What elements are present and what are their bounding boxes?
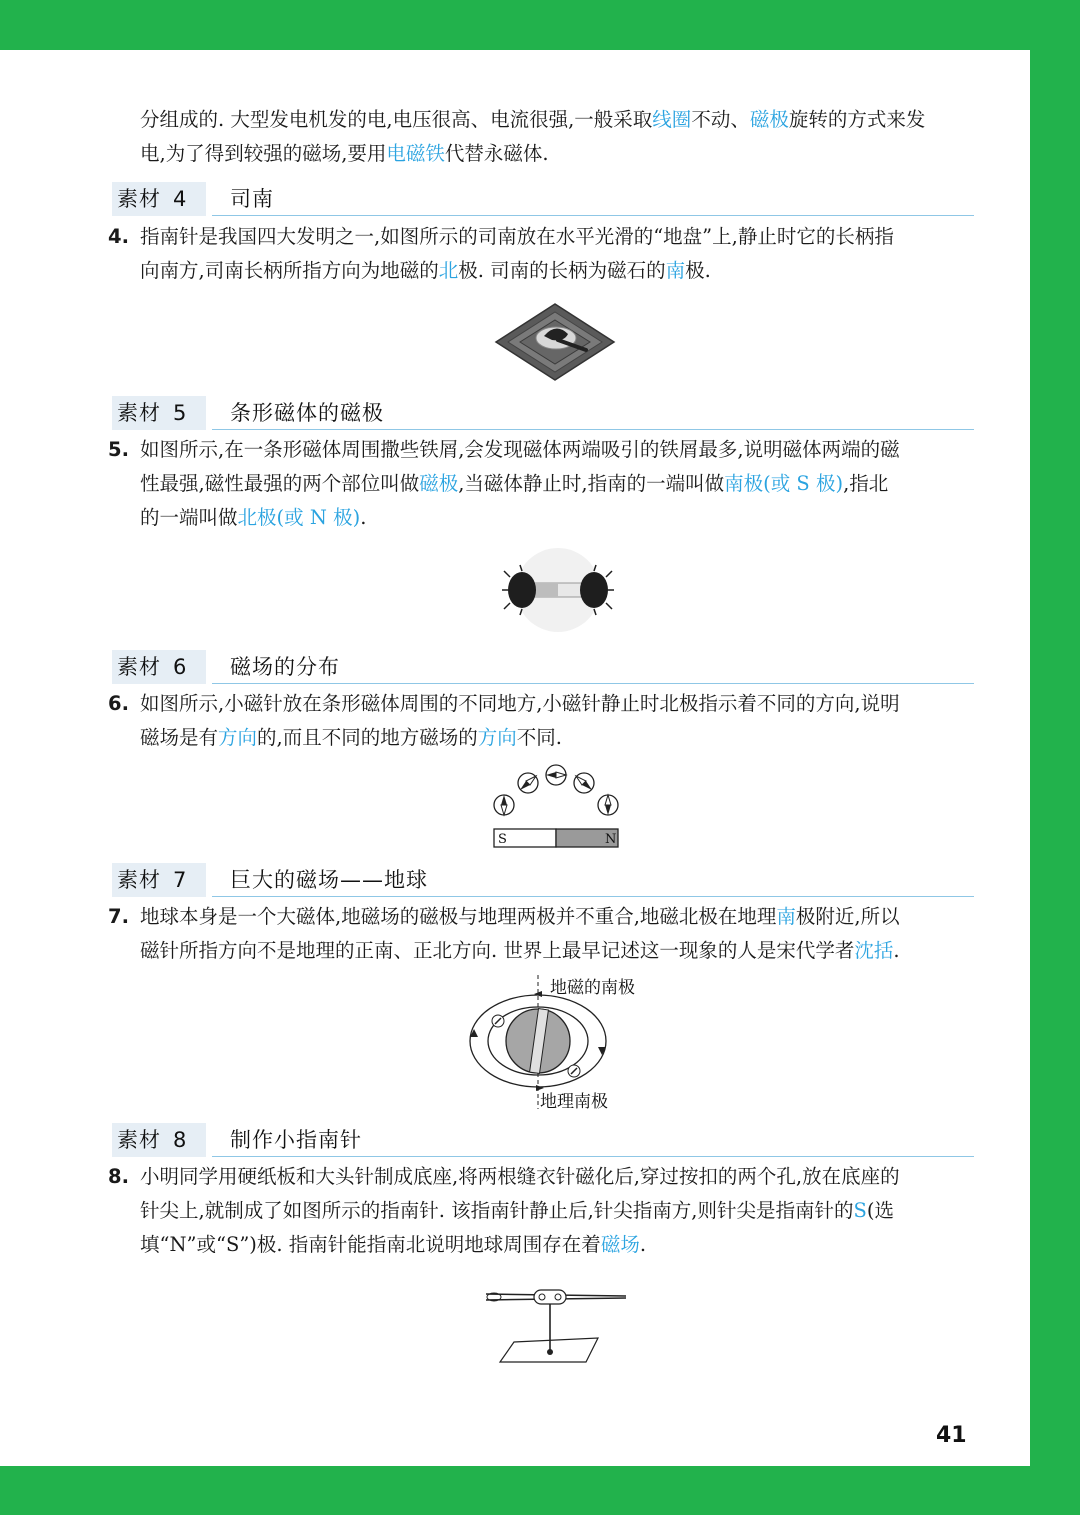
answer-magnetic-pole: 磁极	[419, 472, 459, 495]
sinan-figure	[494, 302, 616, 382]
section-title: 司南	[230, 187, 274, 211]
page-number: 41	[936, 1423, 967, 1448]
answer-north: 北	[438, 259, 459, 282]
intro-line-2: 电,为了得到较强的磁场,要用电磁铁代替永磁体.	[140, 142, 549, 165]
section-tag: 素材 7	[112, 863, 206, 897]
section-header-7	[112, 863, 974, 897]
answer-electromagnet: 电磁铁	[386, 142, 445, 165]
section-header-8	[112, 1123, 974, 1157]
section-header-4	[112, 182, 974, 216]
answer-north-pole: 北极(或 N 极)	[237, 506, 361, 529]
question-number: 6.	[108, 692, 129, 715]
answer-south: 南	[665, 259, 686, 282]
section-rule	[212, 215, 974, 216]
section-title: 磁场的分布	[230, 655, 340, 679]
compass-bar-magnet-figure	[490, 763, 622, 849]
section-title: 条形磁体的磁极	[230, 401, 384, 425]
section-tag: 素材 4	[112, 182, 206, 216]
geomagnetic-south-label: 地磁的南极	[550, 978, 635, 998]
answer-south-pole: 南极(或 S 极)	[724, 472, 844, 495]
section-rule	[212, 1156, 974, 1157]
question-7: 7. 地球本身是一个大磁体,地磁场的磁极与地理两极并不重合,地磁北极在地理南极附近,所以 磁针所指方向不是地理的正南、正北方向. 世界上最早记述这一现象的人是宋代学者沈括.	[140, 900, 980, 968]
section-tag: 素材 6	[112, 650, 206, 684]
question-4: 4. 指南针是我国四大发明之一,如图所示的司南放在水平光滑的“地盘”上,静止时它的长柄指 向南方,司南长柄所指方向为地磁的北极. 司南的长柄为磁石的南极.	[140, 220, 980, 288]
textbook-page	[0, 50, 1030, 1466]
section-header-6	[112, 650, 974, 684]
answer-geo-south: 南	[776, 905, 796, 928]
answer-coil: 线圈	[652, 108, 692, 131]
homemade-compass-figure	[480, 1282, 630, 1364]
section-rule	[212, 429, 974, 430]
intro-line-1: 分组成的. 大型发电机发的电,电压很高、电流很强,一般采取线圈不动、磁极旋转的方式来发	[140, 108, 926, 131]
iron-filings-figure	[502, 547, 614, 633]
question-number: 5.	[108, 438, 129, 461]
answer-shen-kuo: 沈括	[854, 939, 894, 962]
section-title: 巨大的磁场——地球	[230, 868, 428, 892]
geographic-south-label: 地理南极	[540, 1092, 608, 1112]
answer-pole: 磁极	[749, 108, 789, 131]
section-header-5	[112, 396, 974, 430]
earth-magnetic-field-figure	[466, 973, 656, 1113]
question-number: 4.	[108, 225, 129, 248]
section-title: 制作小指南针	[230, 1128, 362, 1152]
intro-paragraph	[140, 103, 980, 171]
magnet-s-label: S	[498, 832, 507, 847]
magnet-n-label: N	[605, 832, 617, 847]
question-number: 8.	[108, 1165, 129, 1188]
answer-magnetic-field: 磁场	[600, 1233, 640, 1256]
question-6: 6. 如图所示,小磁针放在条形磁体周围的不同地方,小磁针静止时北极指示着不同的方向,说明 磁场是有方向的,而且不同的地方磁场的方向不同.	[140, 687, 980, 755]
question-number: 7.	[108, 905, 129, 928]
section-rule	[212, 683, 974, 684]
section-tag: 素材 5	[112, 396, 206, 430]
section-tag: 素材 8	[112, 1123, 206, 1157]
answer-s: S	[853, 1199, 867, 1222]
question-8: 8. 小明同学用硬纸板和大头针制成底座,将两根缝衣针磁化后,穿过按扣的两个孔,放在底座的 针尖上,就制成了如图所示的指南针. 该指南针静止后,针尖指南方,则针尖是指南针的S(选 填“N”或“S”)极. 指南针能指南北说明地球周围存在着磁场.	[140, 1160, 980, 1262]
section-rule	[212, 896, 974, 897]
answer-direction-2: 方向	[477, 726, 517, 749]
question-5: 5. 如图所示,在一条形磁体周围撒些铁屑,会发现磁体两端吸引的铁屑最多,说明磁体两端的磁 性最强,磁性最强的两个部位叫做磁极,当磁体静止时,指南的一端叫做南极(或 S 极),指北 的一端叫做北极(或 N 极).	[140, 433, 980, 535]
answer-direction-1: 方向	[218, 726, 258, 749]
